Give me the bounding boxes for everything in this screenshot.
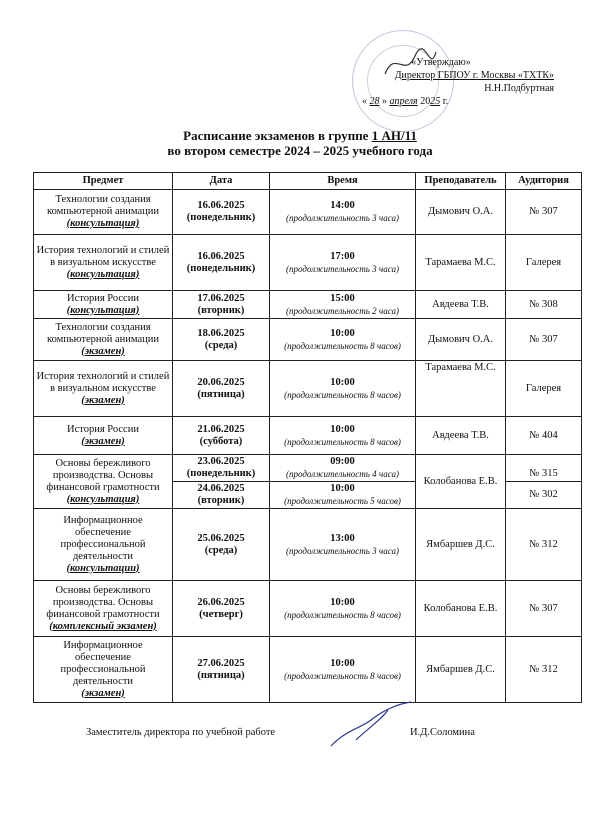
table-row: Основы бережливого производства. Основы финансовой грамотности (комплексный экзамен) 26.06.2025 (четверг) 10:00 (продолжительность 8 часов) Колобанова Е.В. № 307 bbox=[34, 581, 582, 637]
approval-day: 28 bbox=[369, 96, 380, 107]
approval-director: Директор ГБПОУ г. Москвы «ТХТК» bbox=[394, 70, 554, 81]
table-row: 24.06.2025 (вторник) 10:00 (продолжительность 5 часов) № 302 bbox=[34, 482, 582, 509]
table-row: История технологий и стилей в визуальном искусстве (консультация) 16.06.2025 (понедельник) 17:00 (продолжительность 3 часа) Тарамаева М.С. Галерея bbox=[34, 235, 582, 291]
table-row: История технологий и стилей в визуальном искусстве (экзамен) 20.06.2025 (пятница) 10:00 (продолжительность 8 часов) Тарамаева М.С. Галерея bbox=[34, 361, 582, 417]
table-row: Основы бережливого производства. Основы финансовой грамотности (консультация) 23.06.2025 (понедельник) 09:00 (продолжительность 4 часа) Колобанова Е.В. № 315 bbox=[34, 455, 582, 482]
group-code: 1 АН/11 bbox=[371, 128, 417, 143]
table-row: Технологии создания компьютерной анимации (экзамен) 18.06.2025 (среда) 10:00 (продолжительность 8 часов) Дымович О.А. № 307 bbox=[34, 319, 582, 361]
table-row: Информационное обеспечение профессиональной деятельности (экзамен) 27.06.2025 (пятница) 10:00 (продолжительность 8 часов) Ямбаршев Д.С. № 312 bbox=[34, 637, 582, 703]
header-subject: Предмет bbox=[34, 173, 173, 190]
header-time: Время bbox=[270, 173, 416, 190]
table-row: История России (консультация) 17.06.2025 (вторник) 15:00 (продолжительность 2 часа) Авдеева Т.В. № 308 bbox=[34, 291, 582, 319]
exam-schedule-table bbox=[33, 172, 582, 703]
header-date: Дата bbox=[173, 173, 270, 190]
approval-name: Н.Н.Подбуртная bbox=[484, 83, 554, 94]
approval-month: апреля bbox=[389, 96, 418, 107]
table-row: История России (экзамен) 21.06.2025 (суббота) 10:00 (продолжительность 8 часов) Авдеева Т.В. № 404 bbox=[34, 417, 582, 455]
deputy-position: Заместитель директора по учебной работе bbox=[86, 727, 276, 738]
table-row: Технологии создания компьютерной анимации (консультация) 16.06.2025 (понедельник) 14:00 (продолжительность 3 часа) Дымович О.А. № 307 bbox=[34, 190, 582, 235]
header-room: Аудитория bbox=[506, 173, 582, 190]
header-teacher: Преподаватель bbox=[416, 173, 506, 190]
approval-year: 25 bbox=[430, 96, 441, 107]
table-header-row bbox=[34, 173, 582, 190]
approval-block bbox=[358, 56, 554, 108]
approval-date: « 28 » апреля 2025 г. bbox=[362, 96, 449, 107]
deputy-name: И.Д.Соломина bbox=[410, 727, 475, 738]
approval-head: «Утверждаю» bbox=[411, 57, 471, 68]
table-row: Информационное обеспечение профессиональной деятельности (консультации) 25.06.2025 (среда) 13:00 (продолжительность 3 часа) Ямбаршев Д.С. № 312 bbox=[34, 509, 582, 581]
deputy-signature bbox=[326, 700, 416, 750]
page-title: Расписание экзаменов в группе 1 АН/11 во втором семестре 2024 – 2025 учебного года bbox=[167, 128, 433, 158]
